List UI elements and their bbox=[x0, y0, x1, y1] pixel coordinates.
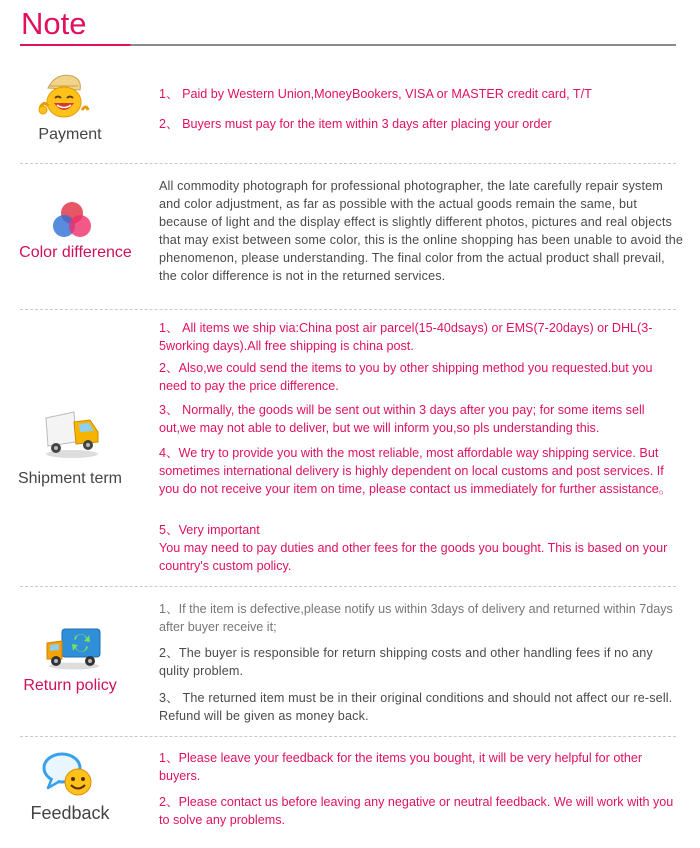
shipment-item: 5、Very important You may need to pay duties and other fees for the goods you bought. This is based on your country's custom policy. bbox=[159, 523, 668, 573]
return-policy-item: 1、If the item is defective,please notify us within 3days of delivery and returned within 7days after buyer receive it; bbox=[159, 602, 673, 634]
payment-item: 2、 Buyers must pay for the item within 3 days after placing your order bbox=[159, 117, 552, 131]
shipment-item: 4、We try to provide you with the most reliable, most affordable way shipping service. But sometimes international delivery is highly dependent on local customs and post services. If you do not receive your item on time, please contact us immediately for further assistance。 bbox=[159, 446, 672, 496]
feedback-label: Feedback bbox=[30, 803, 110, 823]
section-divider bbox=[20, 309, 676, 310]
return-policy-label: Return policy bbox=[23, 677, 117, 694]
return-policy-item: 2、The buyer is responsible for return shipping costs and other handling fees if no any qulity problem. bbox=[159, 646, 653, 678]
section-divider bbox=[20, 163, 676, 164]
shipment-item: 3、 Normally, the goods will be sent out within 3 days after you pay; for some items sell out,we may not able to deliver, but we will inform you,so pls understanding this. bbox=[159, 403, 645, 435]
title-divider bbox=[20, 44, 676, 46]
delivery-truck-icon bbox=[42, 408, 102, 460]
color-circles-icon bbox=[50, 200, 94, 240]
color-difference-label: Color difference bbox=[19, 244, 132, 261]
payment-item: 1、 Paid by Western Union,MoneyBookers, VISA or MASTER credit card, T/T bbox=[159, 87, 592, 101]
return-policy-item: 3、 The returned item must be in their original conditions and should not affect our re-sell. Refund will be given as money back. bbox=[159, 691, 673, 723]
color-difference-text: All commodity photograph for professional photographer, the late carefully repair system and color adjustment, as far as possible with the actual goods remain the same, but because of light and the display effect is slightly different photos, pictures and real objects that may exist between some color, this is the online shopping has been unable to avoid the phenomenon, please understanding. The final color from the actual product shall prevail, the color difference is not in the returned services. bbox=[159, 179, 684, 283]
feedback-item: 1、Please leave your feedback for the items you bought, it will be very helpful for other buyers. bbox=[159, 751, 643, 783]
smiling-face-with-hat-icon bbox=[36, 70, 92, 120]
section-divider bbox=[20, 736, 676, 737]
shipment-item: 1、 All items we ship via:China post air parcel(15-40dsays) or EMS(7-20days) or DHL(3-5working days).All free shipping is china post. bbox=[159, 321, 653, 353]
speech-bubble-smiley-icon bbox=[40, 750, 96, 800]
section-divider bbox=[20, 586, 676, 587]
shipment-label: Shipment term bbox=[17, 470, 123, 487]
payment-label: Payment bbox=[38, 126, 102, 143]
feedback-item: 2、Please contact us before leaving any negative or neutral feedback. We will work with you to solve any problems. bbox=[159, 795, 674, 827]
return-truck-icon bbox=[44, 625, 104, 671]
page-title: Note bbox=[21, 6, 87, 41]
shipment-item: 2、Also,we could send the items to you by other shipping method you requested.but you need to pay the price difference. bbox=[159, 361, 653, 393]
